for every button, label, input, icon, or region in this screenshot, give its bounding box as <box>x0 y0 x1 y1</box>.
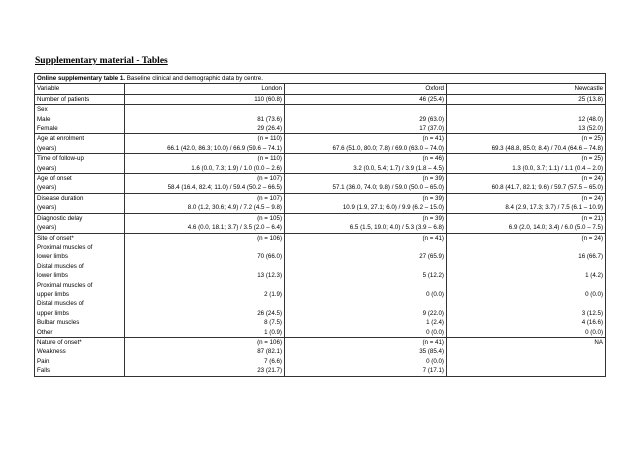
table-row <box>35 309 606 318</box>
cell-newcastle: 12 (48.0) <box>447 115 606 124</box>
cell-oxford: (n = 41) <box>285 233 447 243</box>
cell-newcastle <box>447 281 606 290</box>
cell-variable: (years) <box>35 164 125 174</box>
cell-london: 70 (66.0) <box>125 252 285 261</box>
cell-newcastle <box>447 262 606 271</box>
cell-oxford: 3.2 (0.0, 5.4; 1.7) / 3.9 (1.8 – 4.5) <box>285 164 447 174</box>
table-row <box>35 134 606 144</box>
cell-london: 23 (21.7) <box>125 366 285 376</box>
table-row <box>35 318 606 327</box>
table-caption-label: Online supplementary table 1. <box>37 75 126 82</box>
cell-oxford: 9 (22.0) <box>285 309 447 318</box>
cell-variable: Site of onset* <box>35 233 125 243</box>
table-row <box>35 281 606 290</box>
cell-oxford: 0 (0.0) <box>285 357 447 366</box>
cell-variable: upper limbs <box>35 290 125 299</box>
cell-london: 2 (1.9) <box>125 290 285 299</box>
table-row <box>35 94 606 104</box>
table-caption-row <box>35 74 606 84</box>
cell-variable: Female <box>35 124 125 134</box>
cell-variable: Proximal muscles of <box>35 281 125 290</box>
cell-london <box>125 281 285 290</box>
cell-variable: Proximal muscles of <box>35 243 125 252</box>
cell-variable: Bulbar muscles <box>35 318 125 327</box>
cell-london <box>125 243 285 252</box>
table-row <box>35 105 606 115</box>
cell-oxford: 67.6 (51.0, 80.0; 7.8) / 69.0 (63.0 – 74.0) <box>285 144 447 154</box>
cell-newcastle: (n = 24) <box>447 193 606 203</box>
cell-newcastle: 25 (13.8) <box>447 94 606 104</box>
cell-variable: Nature of onset* <box>35 337 125 347</box>
table-row <box>35 124 606 134</box>
cell-london: 8 (7.5) <box>125 318 285 327</box>
cell-oxford: 0 (0.0) <box>285 290 447 299</box>
cell-london: (n = 110) <box>125 134 285 144</box>
cell-newcastle: 1.3 (0.0, 3.7; 1.1) / 1.1 (0.4 – 2.0) <box>447 164 606 174</box>
cell-variable: Weakness <box>35 347 125 356</box>
cell-oxford <box>285 299 447 308</box>
table-row <box>35 213 606 223</box>
table-row <box>35 271 606 280</box>
cell-oxford: 29 (63.0) <box>285 115 447 124</box>
table-row <box>35 174 606 184</box>
table-row <box>35 154 606 164</box>
cell-oxford: (n = 41) <box>285 337 447 347</box>
cell-london: 1.6 (0.0, 7.3; 1.9) / 1.0 (0.0 – 2.6) <box>125 164 285 174</box>
cell-variable: Time of follow-up <box>35 154 125 164</box>
table-row <box>35 299 606 308</box>
table-header-row <box>35 84 606 94</box>
cell-london: 81 (73.6) <box>125 115 285 124</box>
cell-newcastle: (n = 25) <box>447 154 606 164</box>
cell-london: (n = 107) <box>125 193 285 203</box>
cell-variable: Other <box>35 328 125 338</box>
cell-newcastle <box>447 243 606 252</box>
table-row <box>35 144 606 154</box>
cell-variable: (years) <box>35 223 125 233</box>
table-row <box>35 164 606 174</box>
cell-newcastle <box>447 299 606 308</box>
table-row <box>35 223 606 233</box>
cell-oxford: 0 (0.0) <box>285 328 447 338</box>
table-row <box>35 233 606 243</box>
cell-newcastle <box>447 357 606 366</box>
cell-oxford: 46 (25.4) <box>285 94 447 104</box>
cell-london: (n = 110) <box>125 154 285 164</box>
cell-variable: (years) <box>35 144 125 154</box>
cell-london: 87 (82.1) <box>125 347 285 356</box>
cell-oxford: 1 (2.4) <box>285 318 447 327</box>
page-title: Supplementary material - Tables <box>35 56 168 66</box>
cell-variable: Diagnostic delay <box>35 213 125 223</box>
cell-variable: lower limbs <box>35 252 125 261</box>
column-header-newcastle: Newcastle <box>447 84 606 94</box>
cell-oxford <box>285 262 447 271</box>
table-row <box>35 328 606 338</box>
table-row <box>35 357 606 366</box>
cell-london: 7 (6.6) <box>125 357 285 366</box>
cell-newcastle: (n = 24) <box>447 174 606 184</box>
cell-oxford: (n = 39) <box>285 174 447 184</box>
cell-variable: Distal muscles of <box>35 262 125 271</box>
cell-newcastle: 69.3 (48.8, 85.0; 8.4) / 70.4 (64.6 – 74.8) <box>447 144 606 154</box>
cell-variable: lower limbs <box>35 271 125 280</box>
cell-oxford: 57.1 (36.0, 74.0; 9.8) / 59.0 (50.0 – 65.0) <box>285 183 447 193</box>
cell-oxford: (n = 46) <box>285 154 447 164</box>
table-row <box>35 347 606 356</box>
cell-newcastle: 1 (4.2) <box>447 271 606 280</box>
cell-oxford: 35 (85.4) <box>285 347 447 356</box>
table-row <box>35 193 606 203</box>
cell-oxford: (n = 41) <box>285 134 447 144</box>
cell-variable: Age of onset <box>35 174 125 184</box>
cell-oxford: (n = 39) <box>285 213 447 223</box>
table-caption-text: Baseline clinical and demographic data by centre. <box>125 75 263 82</box>
cell-london: 66.1 (42.0, 86.3; 10.0) / 66.9 (59.6 – 74.1) <box>125 144 285 154</box>
cell-variable: Pain <box>35 357 125 366</box>
cell-newcastle <box>447 347 606 356</box>
table-row <box>35 290 606 299</box>
cell-oxford: (n = 39) <box>285 193 447 203</box>
table-row <box>35 337 606 347</box>
cell-london: (n = 107) <box>125 174 285 184</box>
cell-oxford: 10.9 (1.9, 27.1; 6.0) / 9.9 (6.2 – 15.0) <box>285 203 447 213</box>
cell-variable: Falls <box>35 366 125 376</box>
cell-london: 1 (0.9) <box>125 328 285 338</box>
cell-newcastle: NA <box>447 337 606 347</box>
cell-variable: Male <box>35 115 125 124</box>
cell-london: 29 (26.4) <box>125 124 285 134</box>
cell-variable: (years) <box>35 183 125 193</box>
cell-variable: Distal muscles of <box>35 299 125 308</box>
cell-newcastle: 4 (16.6) <box>447 318 606 327</box>
cell-variable: Sex <box>35 105 125 115</box>
cell-newcastle <box>447 366 606 376</box>
table-row <box>35 366 606 376</box>
cell-oxford: 6.5 (1.5, 19.0; 4.0) / 5.3 (3.9 – 6.8) <box>285 223 447 233</box>
cell-london <box>125 299 285 308</box>
cell-london: (n = 106) <box>125 337 285 347</box>
table-row <box>35 203 606 213</box>
cell-newcastle: 0 (0.0) <box>447 328 606 338</box>
table-row <box>35 252 606 261</box>
column-header-london: London <box>125 84 285 94</box>
table-row <box>35 115 606 124</box>
cell-newcastle: (n = 24) <box>447 233 606 243</box>
cell-london: 8.0 (1.2, 30.6; 4.9) / 7.2 (4.5 – 9.8) <box>125 203 285 213</box>
cell-oxford <box>285 243 447 252</box>
baseline-data-table <box>34 73 606 377</box>
cell-london: 4.6 (0.0, 18.1; 3.7) / 3.5 (2.0 – 6.4) <box>125 223 285 233</box>
cell-london: (n = 106) <box>125 233 285 243</box>
cell-variable: Age at enrolment <box>35 134 125 144</box>
cell-oxford <box>285 105 447 115</box>
cell-london: 58.4 (16.4, 82.4; 11.0) / 59.4 (50.2 – 66.5) <box>125 183 285 193</box>
cell-oxford: 7 (17.1) <box>285 366 447 376</box>
cell-newcastle: 0 (0.0) <box>447 290 606 299</box>
table-row <box>35 243 606 252</box>
cell-london: (n = 105) <box>125 213 285 223</box>
cell-london <box>125 105 285 115</box>
cell-newcastle: 13 (52.0) <box>447 124 606 134</box>
table-row <box>35 183 606 193</box>
cell-variable: Number of patients <box>35 94 125 104</box>
cell-oxford: 5 (12.2) <box>285 271 447 280</box>
cell-newcastle: 16 (66.7) <box>447 252 606 261</box>
cell-newcastle: (n = 21) <box>447 213 606 223</box>
cell-newcastle: 6.9 (2.0, 14.0; 3.4) / 6.0 (5.0 – 7.5) <box>447 223 606 233</box>
column-header-oxford: Oxford <box>285 84 447 94</box>
table-row <box>35 262 606 271</box>
cell-newcastle <box>447 105 606 115</box>
cell-oxford: 27 (65.9) <box>285 252 447 261</box>
cell-variable: upper limbs <box>35 309 125 318</box>
cell-variable: Disease duration <box>35 193 125 203</box>
cell-newcastle: 3 (12.5) <box>447 309 606 318</box>
cell-london <box>125 262 285 271</box>
cell-london: 13 (12.3) <box>125 271 285 280</box>
cell-london: 26 (24.5) <box>125 309 285 318</box>
cell-london: 110 (60.8) <box>125 94 285 104</box>
cell-newcastle: 8.4 (2.9, 17.3; 3.7) / 7.5 (6.1 – 10.9) <box>447 203 606 213</box>
column-header-variable: Variable <box>35 84 125 94</box>
table-caption <box>35 74 606 84</box>
cell-oxford <box>285 281 447 290</box>
cell-newcastle: 60.8 (41.7, 82.1; 9.6) / 59.7 (57.5 – 65.0) <box>447 183 606 193</box>
cell-newcastle: (n = 25) <box>447 134 606 144</box>
cell-oxford: 17 (37.0) <box>285 124 447 134</box>
cell-variable: (years) <box>35 203 125 213</box>
